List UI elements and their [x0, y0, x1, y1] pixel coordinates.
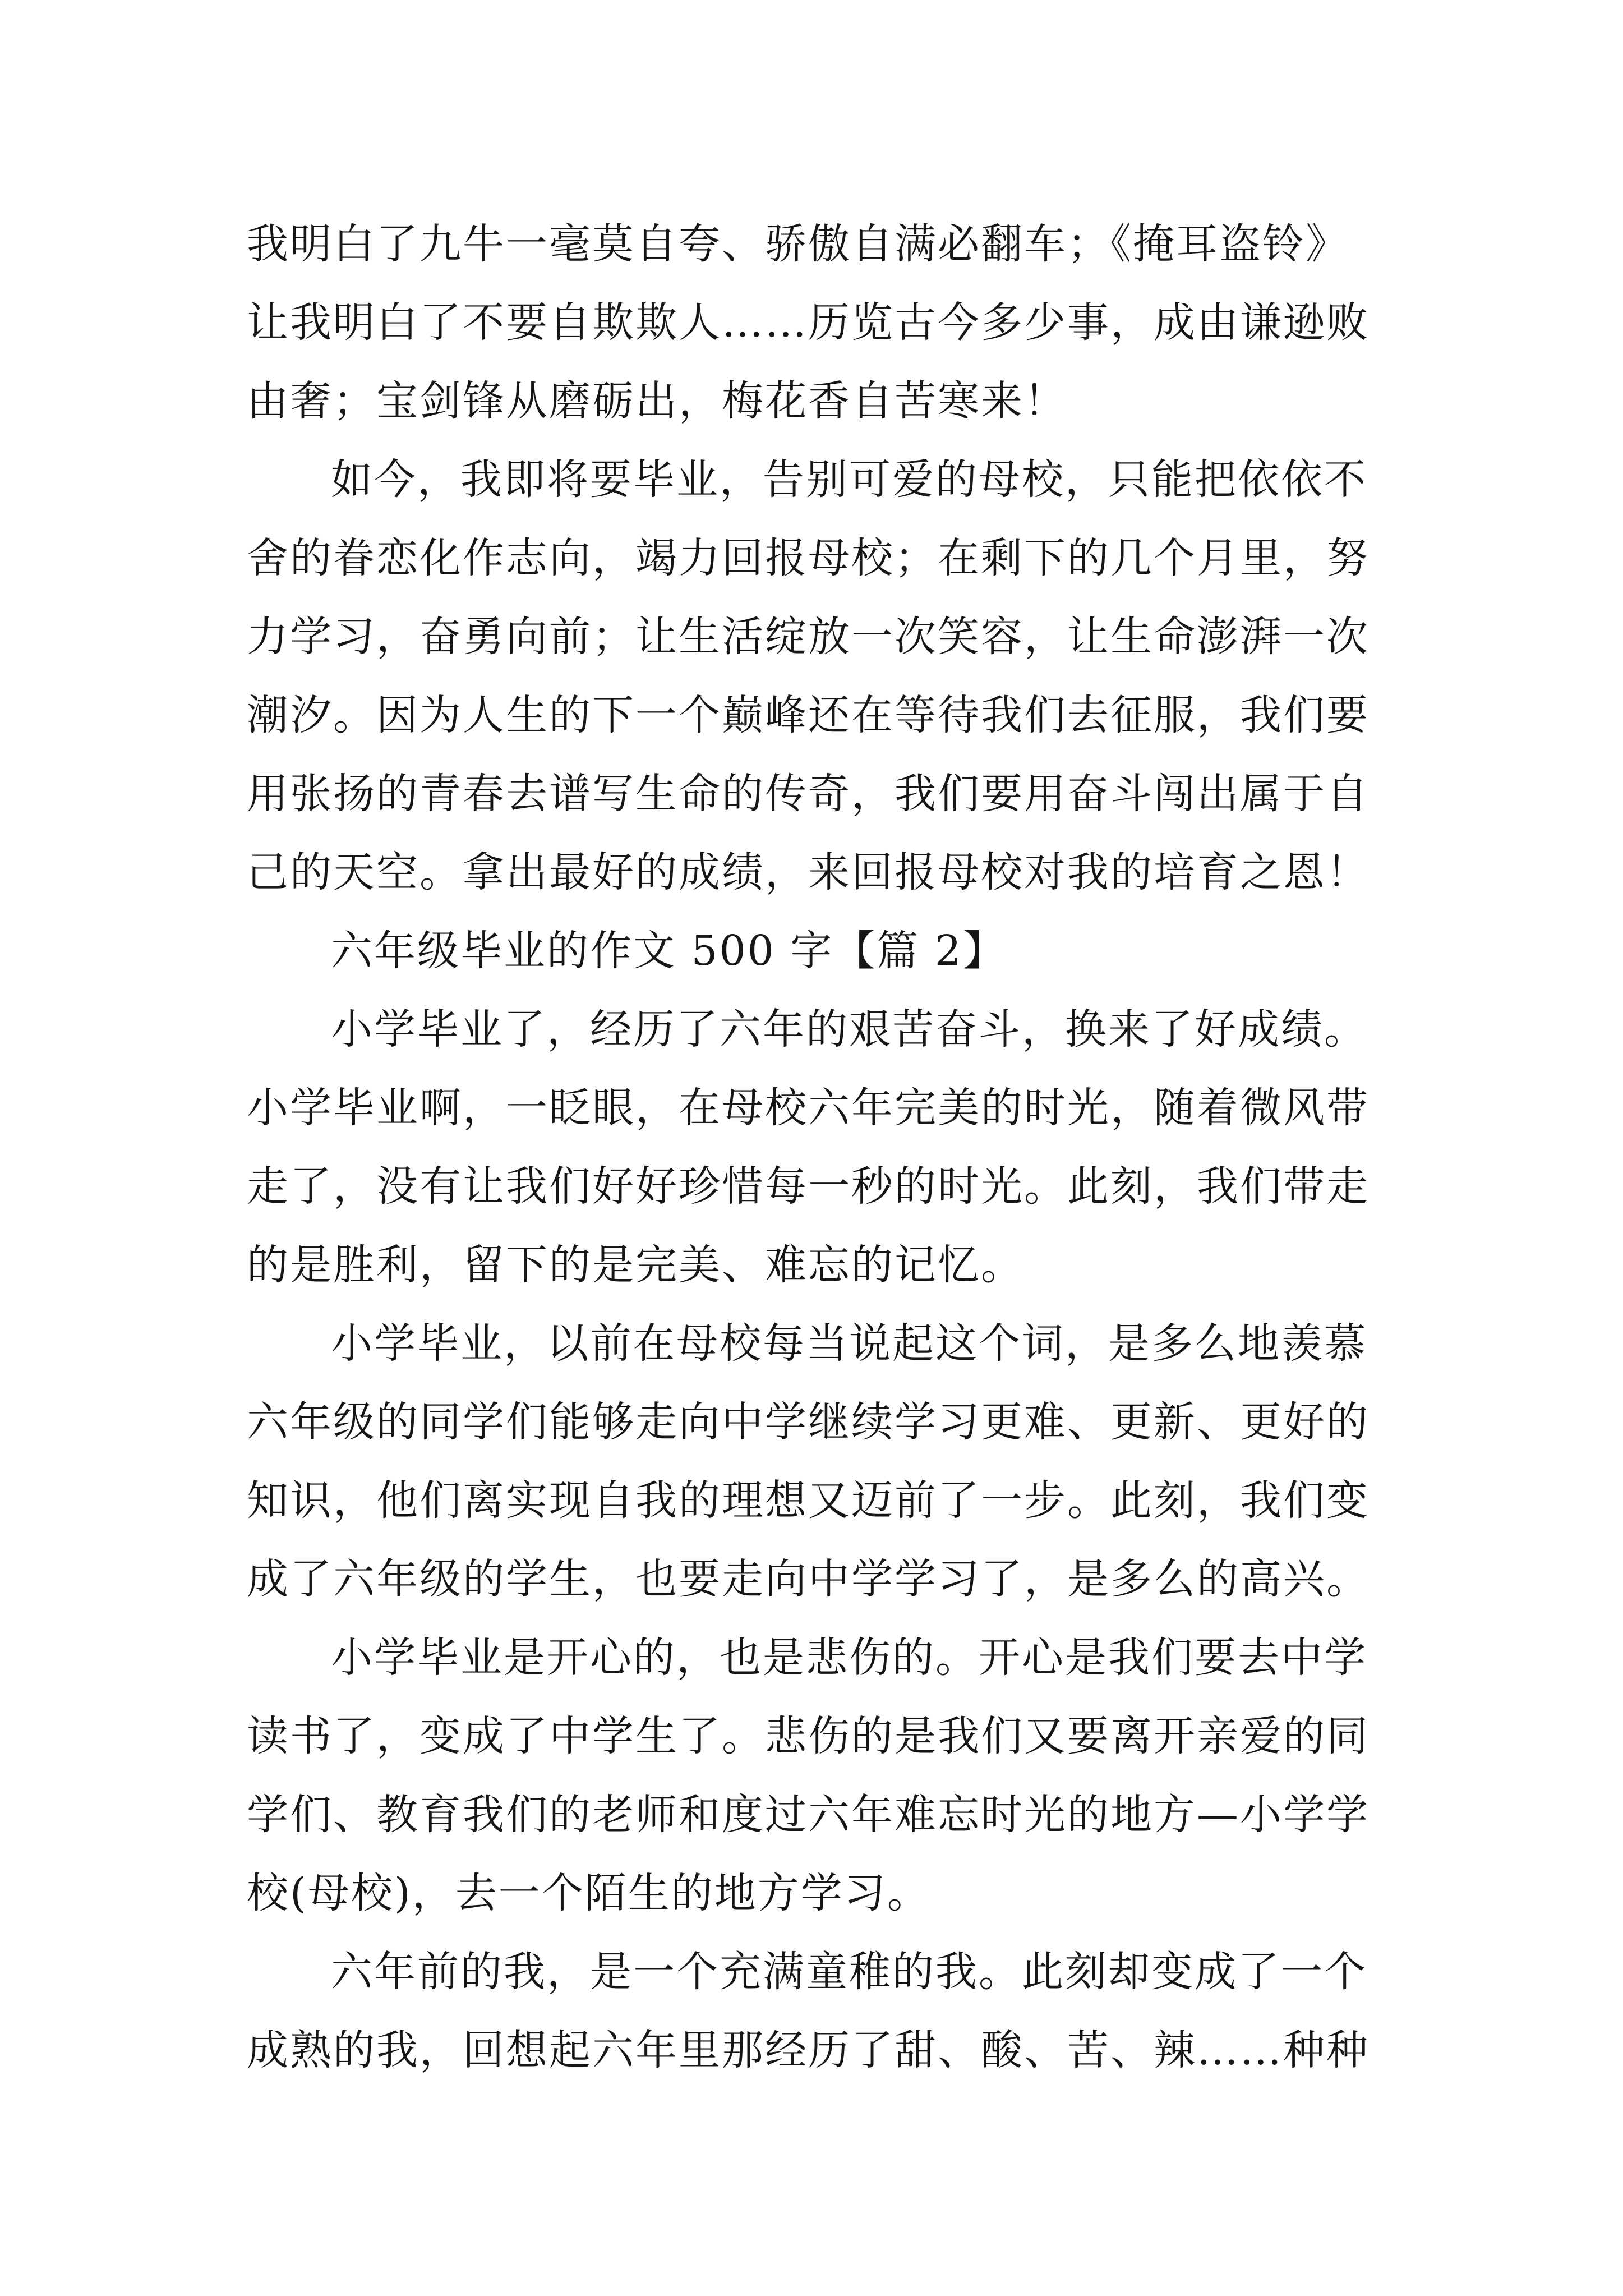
text-line: 知识，他们离实现自我的理想又迈前了一步。此刻，我们变: [247, 1476, 1370, 1525]
text-line: 让我明白了不要自欺欺人……历览古今多少事，成由谦逊败: [247, 298, 1370, 347]
text-line: 己的天空。拿出最好的成绩，来回报母校对我的培育之恩！: [247, 848, 1370, 896]
text-line: 我明白了九牛一毫莫自夸、骄傲自满必翻车；《掩耳盗铃》: [247, 220, 1349, 268]
text-line: 走了，没有让我们好好珍惜每一秒的时光。此刻，我们带走: [247, 1162, 1370, 1211]
text-line: 成熟的我，回想起六年里那经历了甜、酸、苦、辣……种种: [247, 2026, 1370, 2074]
text-line: 的是胜利，留下的是完美、难忘的记忆。: [247, 1241, 1024, 1289]
text-line: 潮汐。因为人生的下一个巅峰还在等待我们去征服，我们要: [247, 691, 1370, 739]
paragraph-first-line: 小学毕业是开心的，也是悲伤的。开心是我们要去中学: [331, 1634, 1367, 1682]
section-heading: 六年级毕业的作文 500 字【篇 2】: [331, 927, 1006, 975]
text-line: 小学毕业啊，一眨眼，在母校六年完美的时光，随着微风带: [247, 1084, 1370, 1132]
text-line: 学们、教育我们的老师和度过六年难忘时光的地方—小学学: [247, 1791, 1370, 1839]
paragraph-first-line: 小学毕业了，经历了六年的艰苦奋斗，换来了好成绩。: [331, 1005, 1367, 1053]
text-line: 由奢；宝剑锋从磨砺出，梅花香自苦寒来！: [247, 377, 1067, 425]
text-line: 力学习，奋勇向前；让生活绽放一次笑容，让生命澎湃一次: [247, 613, 1370, 661]
text-line: 六年级的同学们能够走向中学继续学习更难、更新、更好的: [247, 1398, 1370, 1446]
text-line: 读书了，变成了中学生了。悲伤的是我们又要离开亲爱的同: [247, 1712, 1370, 1760]
text-line: 成了六年级的学生，也要走向中学学习了，是多么的高兴。: [247, 1555, 1370, 1603]
text-line: 校(母校)，去一个陌生的地方学习。: [247, 1869, 930, 1917]
text-line: 用张扬的青春去谱写生命的传奇，我们要用奋斗闯出属于自: [247, 770, 1370, 818]
text-line: 舍的眷恋化作志向，竭力回报母校；在剩下的几个月里，努: [247, 534, 1370, 582]
paragraph-first-line: 如今，我即将要毕业，告别可爱的母校，只能把依依不: [331, 455, 1367, 504]
paragraph-first-line: 小学毕业，以前在母校每当说起这个词，是多么地羡慕: [331, 1319, 1367, 1368]
paragraph-first-line: 六年前的我，是一个充满童稚的我。此刻却变成了一个: [331, 1948, 1367, 1996]
